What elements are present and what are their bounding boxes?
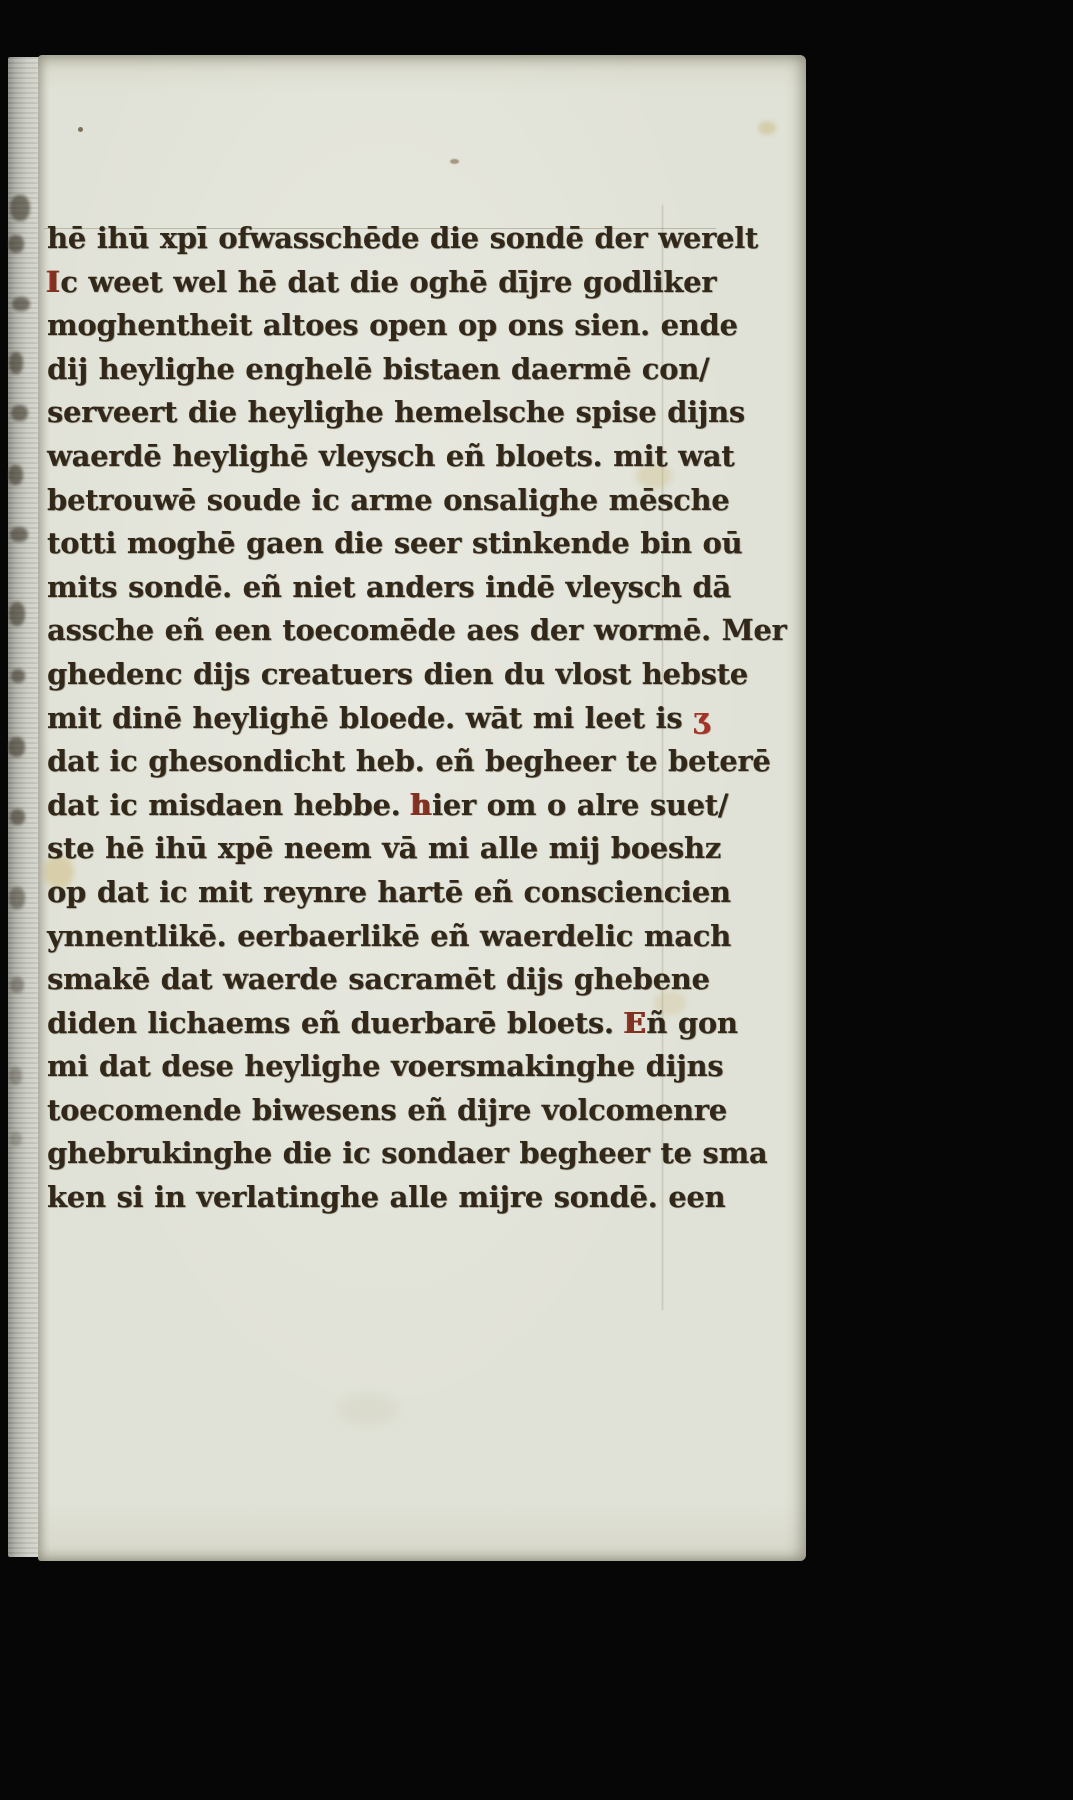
edge-ink-smudge: [8, 737, 25, 757]
text-line: [47, 653, 748, 697]
rubricated-text: ʒ: [682, 700, 710, 735]
script-text: mit dinē heylighē bloede. wāt mi leet is: [47, 700, 683, 735]
script-text: ghedenc dijs creatuers dien du vlost hebste: [47, 656, 748, 691]
script-text: smakē dat waerde sacramēt dijs ghebene: [47, 962, 710, 997]
text-line: [47, 609, 787, 653]
script-text: ñ gon: [646, 1005, 738, 1040]
text-line: [47, 522, 743, 566]
edge-ink-smudge: [10, 1132, 22, 1146]
book-fore-edge: [8, 57, 40, 1557]
text-line: [47, 697, 710, 741]
text-line: [47, 1132, 768, 1176]
edge-ink-smudge: [10, 809, 25, 825]
script-text: dij heylighe enghelē bistaen daermē con/: [47, 351, 710, 386]
text-line: [47, 1089, 727, 1133]
script-text: assche eñ een toecomēde aes der wormē. Mer: [47, 613, 787, 648]
rubricated-text: I: [47, 264, 61, 299]
script-text: diden lichaems eñ duerbarē bloets.: [47, 1005, 625, 1040]
script-text: mi dat dese heylighe voersmakinghe dijns: [47, 1049, 724, 1084]
edge-ink-smudge: [9, 1067, 22, 1085]
text-line: [47, 566, 731, 610]
text-line: [47, 871, 731, 915]
text-line: [47, 1176, 726, 1220]
rubricated-text: h: [411, 787, 432, 822]
script-text: ken si in verlatinghe alle mijre sondē. een: [47, 1180, 726, 1215]
text-line: [47, 217, 759, 261]
script-text: ier om o alre suet/: [432, 787, 729, 822]
script-text: ste hē ihū xpē neem vā mi alle mij boeshz: [47, 831, 721, 866]
script-text: serveert die heylighe hemelsche spise dijns: [47, 395, 745, 430]
parchment-stain: [758, 121, 776, 135]
script-text: betrouwē soude ic arme onsalighe mēsche: [47, 482, 730, 517]
edge-ink-smudge: [8, 235, 24, 253]
edge-ink-smudge: [12, 297, 30, 311]
script-text: waerdē heylighē vleysch eñ bloets. mit wat: [47, 438, 735, 473]
edge-ink-smudge: [11, 669, 25, 683]
script-text: totti moghē gaen die seer stinkende bin oū: [47, 526, 743, 561]
text-line: [47, 391, 745, 435]
script-text: toecomende biwesens eñ dijre volcomenre: [47, 1092, 727, 1127]
text-line: [47, 958, 710, 1002]
edge-ink-smudge: [10, 195, 30, 221]
text-line: [47, 740, 771, 784]
edge-ink-smudge: [10, 527, 28, 542]
parchment-stain: [338, 1395, 398, 1425]
edge-ink-smudge: [11, 405, 28, 421]
edge-ink-smudge: [10, 977, 24, 993]
text-line: [47, 784, 729, 828]
script-text: op dat ic mit reynre hartē eñ consciencien: [47, 874, 731, 909]
text-line: [47, 348, 710, 392]
text-line: [47, 261, 717, 305]
script-text: hē ihū xpī ofwasschēde die sondē der werelt: [47, 221, 759, 255]
ink-speck: [450, 159, 459, 164]
text-line: [47, 435, 735, 479]
script-text: ghebrukinghe die ic sondaer begheer te sma: [47, 1136, 768, 1171]
script-text: dat ic ghesondicht heb. eñ begheer te beterē: [47, 744, 771, 779]
script-text: ynnentlikē. eerbaerlikē eñ waerdelic mach: [47, 918, 731, 953]
edge-ink-smudge: [9, 352, 23, 374]
script-text: mits sondē. eñ niet anders indē vleysch dā: [47, 569, 731, 604]
text-block: [47, 217, 787, 1227]
manuscript-page: [38, 55, 806, 1561]
text-line: [47, 1002, 738, 1046]
text-line: [47, 1045, 724, 1089]
script-text: dat ic misdaen hebbe.: [47, 787, 412, 822]
rubricated-text: E: [624, 1005, 647, 1040]
edge-ink-smudge: [9, 602, 25, 626]
ink-speck: [78, 127, 83, 132]
text-line: [47, 479, 730, 523]
script-text: c weet wel hē dat die oghē dījre godliker: [60, 264, 717, 299]
text-line: [47, 827, 721, 871]
edge-ink-smudge: [8, 465, 23, 485]
edge-ink-smudge: [9, 887, 25, 909]
text-line: [47, 304, 738, 348]
text-line: [47, 915, 731, 959]
script-text: moghentheit altoes open op ons sien. ende: [47, 308, 738, 343]
